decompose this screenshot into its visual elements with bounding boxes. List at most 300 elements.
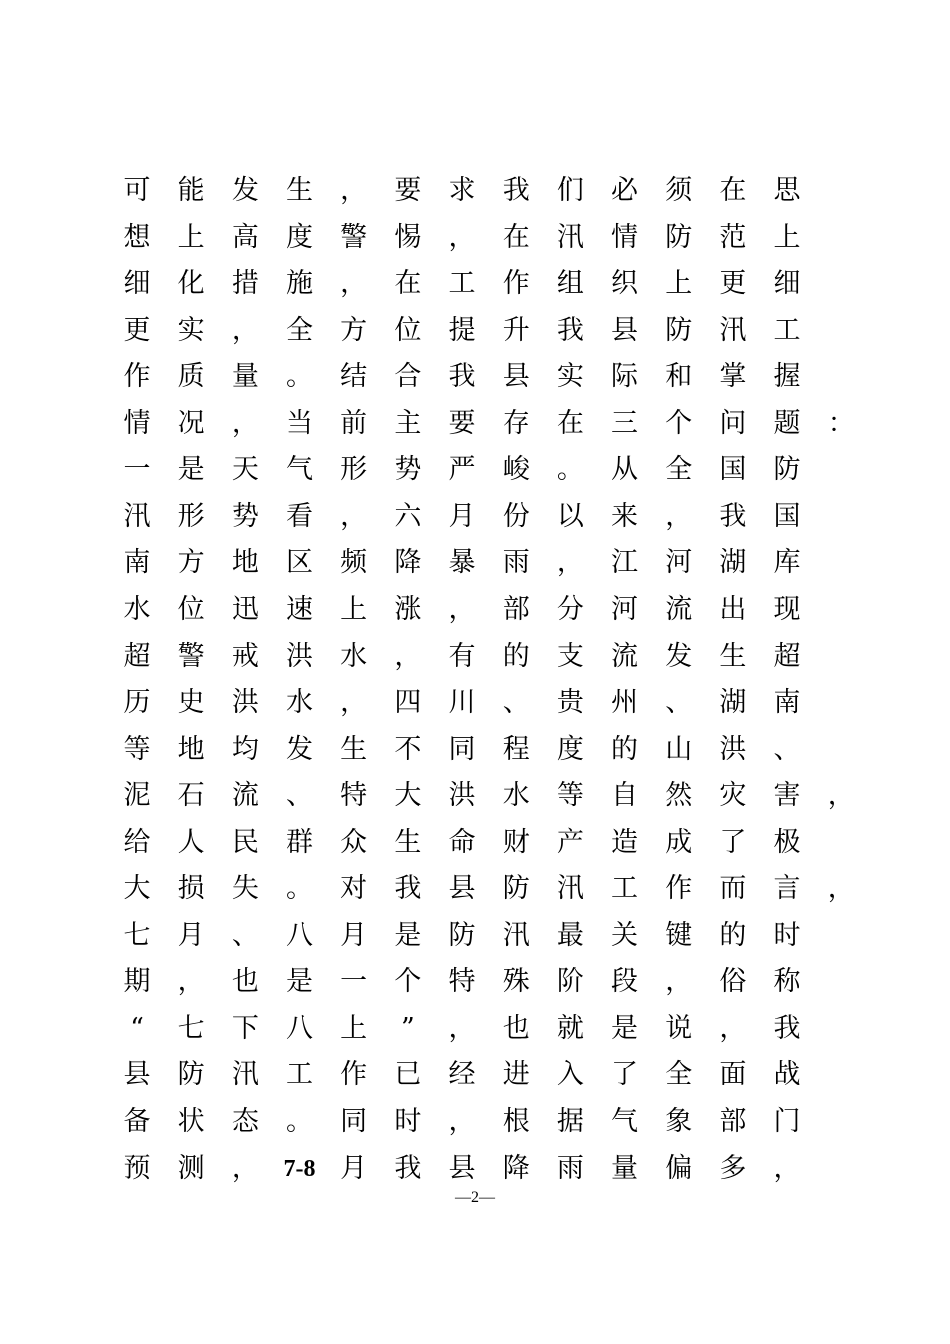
text-char: 我	[502, 175, 530, 206]
text-char: 位	[177, 593, 205, 625]
text-char: 化	[177, 268, 205, 300]
text-char: 关	[611, 919, 639, 951]
text-char: 发	[286, 733, 313, 765]
text-char: 主	[394, 407, 422, 439]
text-char: 县	[448, 1152, 476, 1184]
text-char: 月	[177, 919, 205, 951]
text-char: 峻	[502, 454, 530, 486]
text-char: ，	[665, 500, 693, 532]
text-char: 七	[123, 919, 151, 951]
text-char: 程	[502, 733, 530, 765]
text-char: 警	[177, 640, 205, 672]
text-char: 战	[773, 1059, 801, 1091]
text-line	[110, 1009, 850, 1049]
text-char: 流	[665, 593, 693, 625]
text-char: 我	[773, 1012, 801, 1044]
text-char: 上	[340, 593, 368, 625]
text-char: 多	[719, 1152, 747, 1184]
text-char: 了	[611, 1059, 639, 1091]
text-char: 偏	[665, 1152, 693, 1184]
text-char: 提	[448, 314, 476, 346]
text-char: 泥	[123, 780, 151, 812]
text-char: 出	[719, 593, 747, 625]
text-char: ，	[231, 407, 259, 439]
text-char: 汛	[123, 500, 151, 532]
text-char: 。	[286, 361, 313, 393]
text-char: 速	[286, 593, 313, 625]
text-char: ，	[773, 1152, 801, 1184]
text-char: 区	[286, 547, 313, 579]
text-char: 思	[773, 175, 801, 206]
text-char: 雨	[502, 547, 530, 579]
text-char: 进	[502, 1059, 530, 1091]
text-char: 和	[665, 361, 693, 393]
text-char: 全	[665, 454, 693, 486]
text-char: 在	[394, 268, 422, 300]
text-char: ，	[177, 966, 205, 998]
text-char: 地	[231, 547, 259, 579]
text-char: 水	[286, 687, 313, 719]
text-char: 同	[448, 733, 476, 765]
text-char: 惕	[394, 221, 422, 253]
text-char: 了	[719, 826, 747, 858]
text-char: 方	[340, 314, 368, 346]
text-char: 象	[665, 1106, 693, 1137]
text-char: ：	[827, 407, 855, 439]
text-char: 我	[556, 314, 584, 346]
text-char: 份	[502, 500, 530, 532]
text-char: 要	[448, 407, 476, 439]
text-char: 县	[448, 873, 476, 905]
text-char: 涨	[394, 593, 422, 625]
text-line	[110, 1102, 850, 1142]
text-char: ，	[340, 175, 368, 206]
text-char: 南	[123, 547, 151, 579]
text-char: 河	[611, 593, 639, 625]
text-char: 就	[556, 1012, 584, 1044]
text-char: 情	[611, 221, 639, 253]
text-char: 六	[394, 500, 422, 532]
text-char: 我	[448, 361, 476, 393]
text-char: 群	[286, 826, 313, 858]
text-line	[110, 311, 850, 351]
text-char: 洪	[719, 733, 747, 765]
text-char: 县	[502, 361, 530, 393]
text-char: 汛	[231, 1059, 259, 1091]
text-char: 天	[231, 454, 259, 486]
text-line	[110, 683, 850, 723]
text-char: 流	[611, 640, 639, 672]
text-char: 经	[448, 1059, 476, 1091]
text-char: 当	[286, 407, 313, 439]
text-char: 时	[773, 919, 801, 951]
text-char: 命	[448, 826, 476, 858]
text-char: 洪	[448, 780, 476, 812]
text-char: 众	[340, 826, 368, 858]
text-char: 防	[502, 873, 530, 905]
text-char: 产	[556, 826, 584, 858]
text-char: 细	[773, 268, 801, 300]
text-char: 生	[286, 175, 313, 206]
text-char: 湖	[719, 547, 747, 579]
text-char: 失	[231, 873, 259, 905]
text-char: 支	[556, 640, 584, 672]
text-line	[110, 1055, 850, 1095]
text-char: 作	[665, 873, 693, 905]
text-char: 最	[556, 919, 584, 951]
text-char: 损	[177, 873, 205, 905]
text-char: 对	[340, 873, 368, 905]
text-char: 结	[340, 361, 368, 393]
text-char: 八	[286, 919, 313, 951]
text-char: 防	[665, 314, 693, 346]
text-char: 存	[502, 407, 530, 439]
text-char: 是	[611, 1012, 639, 1044]
text-char: 想	[123, 221, 151, 253]
text-char: 然	[665, 780, 693, 812]
text-char: 织	[611, 268, 639, 300]
text-char: 国	[773, 500, 801, 532]
text-line	[110, 264, 850, 304]
text-char: 全	[286, 314, 313, 346]
text-char: 超	[773, 640, 801, 672]
text-line	[110, 823, 850, 863]
text-char: 说	[665, 1012, 693, 1044]
text-char: 合	[394, 361, 422, 393]
text-char: 们	[556, 175, 584, 206]
text-char: 形	[177, 500, 205, 532]
text-char: 态	[231, 1106, 259, 1137]
text-char: 防	[177, 1059, 205, 1091]
text-char: 以	[556, 500, 584, 532]
text-char: 面	[719, 1059, 747, 1091]
text-char: 俗	[719, 966, 747, 998]
text-char: 库	[773, 547, 801, 579]
text-char: 实	[177, 314, 205, 346]
text-char: 、	[502, 687, 530, 719]
text-char: 势	[231, 500, 259, 532]
text-char: 期	[123, 966, 151, 998]
text-line	[110, 450, 850, 490]
text-char: 题	[773, 407, 801, 439]
text-char: 须	[665, 175, 693, 206]
text-char: 细	[123, 268, 151, 300]
text-char: 石	[177, 780, 205, 812]
text-line	[110, 497, 850, 537]
text-char: 工	[773, 314, 801, 346]
text-char: ，	[556, 547, 584, 579]
text-char: 害	[773, 780, 801, 812]
text-char: ，	[340, 687, 368, 719]
text-char: 阶	[556, 966, 584, 998]
text-char: 殊	[502, 966, 530, 998]
text-char: 成	[665, 826, 693, 858]
text-char: 等	[556, 780, 584, 812]
text-char: 更	[123, 314, 151, 346]
text-char: 上	[340, 1012, 368, 1044]
text-char: 掌	[719, 361, 747, 393]
text-char: 也	[231, 966, 259, 998]
text-char: 作	[340, 1059, 368, 1091]
text-char: 历	[123, 687, 151, 719]
text-char: 必	[611, 175, 639, 206]
text-char: 贵	[556, 687, 584, 719]
text-char: 国	[719, 454, 747, 486]
text-char: 来	[611, 500, 639, 532]
text-char: 际	[611, 361, 639, 393]
text-char: 给	[123, 826, 151, 858]
text-line	[110, 869, 855, 909]
text-char: 县	[123, 1059, 151, 1091]
text-char: ，	[827, 873, 855, 905]
text-char: 特	[340, 780, 368, 812]
text-char: 大	[394, 780, 422, 812]
text-char: 有	[448, 640, 476, 672]
text-char: 超	[123, 640, 151, 672]
text-char: ，	[448, 1106, 476, 1137]
text-char: 门	[773, 1106, 801, 1137]
text-char: 7-8	[283, 1155, 316, 1182]
text-line	[110, 916, 850, 956]
text-char: 位	[394, 314, 422, 346]
text-char: 不	[394, 733, 422, 765]
text-char: 预	[123, 1152, 151, 1184]
text-char: 洪	[286, 640, 313, 672]
text-char: 流	[231, 780, 259, 812]
text-char: 施	[286, 268, 313, 300]
text-char: 同	[340, 1106, 368, 1137]
text-char: 月	[340, 919, 368, 951]
text-char: 前	[340, 407, 368, 439]
text-char: 洪	[231, 687, 259, 719]
text-char: 上	[665, 268, 693, 300]
text-char: 已	[394, 1059, 422, 1091]
text-char: 三	[611, 407, 639, 439]
text-char: 是	[286, 966, 313, 998]
text-char: 湖	[719, 687, 747, 719]
text-char: 段	[611, 966, 639, 998]
text-char: 川	[448, 687, 476, 719]
text-char: 汛	[556, 221, 584, 253]
text-char: 在	[719, 175, 747, 206]
text-char: 民	[231, 826, 259, 858]
text-char: 戒	[231, 640, 259, 672]
text-char: ，	[448, 221, 476, 253]
text-char: 汛	[719, 314, 747, 346]
text-char: 史	[177, 687, 205, 719]
text-char: 质	[177, 361, 205, 393]
text-line	[110, 776, 855, 816]
text-char: 的	[719, 919, 747, 951]
text-char: 部	[719, 1106, 747, 1137]
text-char: 工	[448, 268, 476, 300]
text-char: 生	[719, 640, 747, 672]
text-char: ，	[448, 593, 476, 625]
text-char: 八	[286, 1012, 313, 1044]
text-char: 汛	[502, 919, 530, 951]
text-char: 州	[611, 687, 639, 719]
text-char: ，	[827, 780, 855, 812]
text-char: 度	[556, 733, 584, 765]
text-char: 从	[611, 454, 639, 486]
text-char: 势	[394, 454, 422, 486]
text-char: 防	[448, 919, 476, 951]
text-char: 我	[394, 873, 422, 905]
text-char: 发	[665, 640, 693, 672]
text-char: 特	[448, 966, 476, 998]
text-char: 汛	[556, 873, 584, 905]
text-line	[110, 1149, 850, 1189]
text-char: 四	[394, 687, 422, 719]
text-line	[110, 962, 850, 1002]
text-char: 测	[177, 1152, 205, 1184]
text-char: 、	[286, 780, 313, 812]
text-char: 严	[448, 454, 476, 486]
text-char: 称	[773, 966, 801, 998]
text-char: 频	[340, 547, 368, 579]
text-char: 在	[556, 407, 584, 439]
text-char: 生	[394, 826, 422, 858]
text-char: 实	[556, 361, 584, 393]
text-char: 雨	[556, 1152, 584, 1184]
text-char: 度	[286, 221, 313, 253]
text-char: 入	[556, 1059, 584, 1091]
text-char: 作	[123, 361, 151, 393]
text-char: ，	[231, 1152, 259, 1184]
text-char: 警	[340, 221, 368, 253]
text-char: 降	[502, 1152, 530, 1184]
page-number: —2—	[455, 1189, 495, 1206]
text-char: 上	[773, 221, 801, 253]
text-char: 。	[556, 454, 584, 486]
text-char: 生	[340, 733, 368, 765]
text-char: 情	[123, 407, 151, 439]
text-char: 人	[177, 826, 205, 858]
text-char: 现	[773, 593, 801, 625]
text-char: ，	[340, 268, 368, 300]
text-char: 握	[773, 361, 801, 393]
text-char: 我	[719, 500, 747, 532]
text-char: 能	[177, 175, 205, 206]
text-char: 个	[665, 407, 693, 439]
text-char: 状	[177, 1106, 205, 1137]
text-char: 月	[340, 1152, 368, 1184]
text-line	[110, 543, 850, 583]
text-char: 南	[773, 687, 801, 719]
text-char: 是	[394, 919, 422, 951]
text-char: 量	[231, 361, 259, 393]
text-char: 大	[123, 873, 151, 905]
text-char: 河	[665, 547, 693, 579]
text-char: 可	[123, 175, 151, 206]
text-char: 地	[177, 733, 205, 765]
text-char: 措	[231, 268, 259, 300]
text-char: 降	[394, 547, 422, 579]
text-char: 一	[340, 966, 368, 998]
text-char: 月	[448, 500, 476, 532]
text-char: 量	[611, 1152, 639, 1184]
text-char: 要	[394, 175, 422, 206]
text-char: 部	[502, 593, 530, 625]
text-char: 工	[611, 873, 639, 905]
text-char: 高	[231, 221, 259, 253]
text-char: 是	[177, 454, 205, 486]
text-char: 。	[286, 1106, 313, 1137]
text-char: 水	[340, 640, 368, 672]
text-char: 江	[611, 547, 639, 579]
text-char: 发	[231, 175, 259, 206]
text-char: 根	[502, 1106, 530, 1137]
text-char: 上	[177, 221, 205, 253]
text-char: ，	[448, 1012, 476, 1044]
text-char: 自	[611, 780, 639, 812]
text-char: 求	[448, 175, 476, 206]
text-char: 下	[231, 1012, 259, 1044]
text-char: 七	[177, 1012, 205, 1044]
text-char: 工	[286, 1059, 313, 1091]
text-char: 、	[231, 919, 259, 951]
text-line	[110, 171, 850, 211]
text-line	[110, 637, 850, 677]
text-line	[110, 730, 850, 770]
text-char: 迅	[231, 593, 259, 625]
text-char: 形	[340, 454, 368, 486]
text-char: ，	[231, 314, 259, 346]
text-char: 、	[665, 687, 693, 719]
text-char: 更	[719, 268, 747, 300]
text-char: 的	[611, 733, 639, 765]
text-char: 我	[394, 1152, 422, 1184]
text-char: 在	[502, 221, 530, 253]
text-char: 气	[611, 1106, 639, 1137]
text-char: 组	[556, 268, 584, 300]
text-char: 均	[231, 733, 259, 765]
text-char: “	[130, 1012, 144, 1044]
text-char: ，	[394, 640, 422, 672]
text-char: 防	[773, 454, 801, 486]
text-char: 等	[123, 733, 151, 765]
text-char: 气	[286, 454, 313, 486]
text-char: 水	[502, 780, 530, 812]
text-char: 看	[286, 500, 313, 532]
text-char: 灾	[719, 780, 747, 812]
text-char: 财	[502, 826, 530, 858]
text-line	[110, 357, 850, 397]
text-char: 山	[665, 733, 693, 765]
text-line	[110, 218, 850, 258]
text-char: 防	[665, 221, 693, 253]
text-char: 的	[502, 640, 530, 672]
text-char: 方	[177, 547, 205, 579]
text-line	[110, 590, 850, 630]
text-char: 据	[556, 1106, 584, 1137]
text-char: ，	[719, 1012, 747, 1044]
text-char: 暴	[448, 547, 476, 579]
text-char: 键	[665, 919, 693, 951]
text-char: 分	[556, 593, 584, 625]
text-char: 问	[719, 407, 747, 439]
text-char: 极	[773, 826, 801, 858]
text-char: 个	[394, 966, 422, 998]
text-char: 时	[394, 1106, 422, 1137]
text-char: 而	[719, 873, 747, 905]
text-char: 也	[502, 1012, 530, 1044]
text-char: 。	[286, 873, 313, 905]
text-char: ”	[400, 1012, 415, 1044]
text-char: 范	[719, 221, 747, 253]
text-char: ，	[665, 966, 693, 998]
text-char: ，	[340, 500, 368, 532]
